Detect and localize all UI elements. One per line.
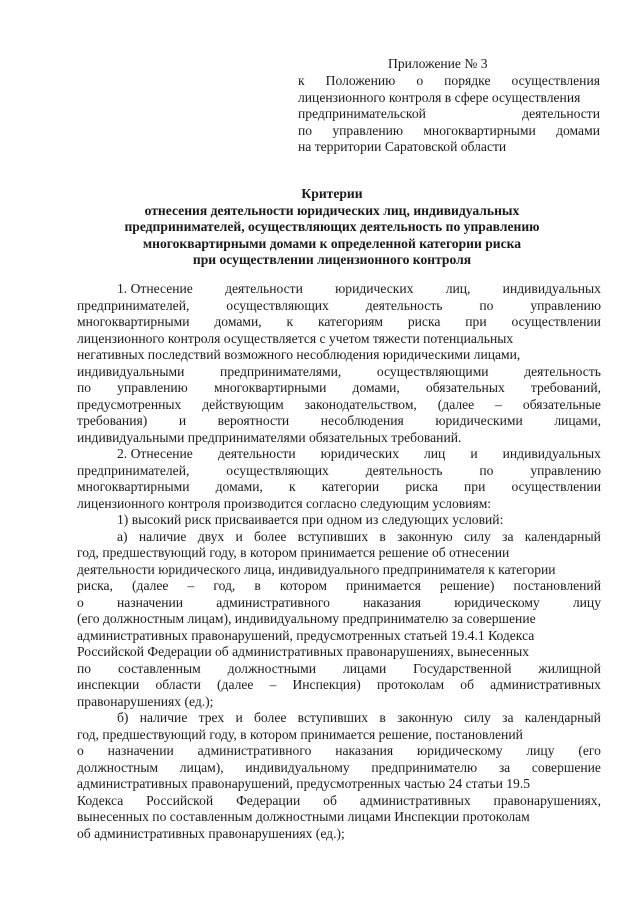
word: осуществляющих (226, 297, 329, 313)
word: правонарушениях (ед.); (77, 693, 214, 709)
word: административных правонарушений, предусмотренных статьей 19.4.1 Кодекса (77, 627, 535, 643)
word: юридических (335, 281, 414, 296)
word: юридических (320, 446, 399, 461)
appendix-line (298, 139, 600, 155)
word: предпринимательской (298, 106, 426, 122)
word: к (286, 314, 294, 329)
paragraph-line (77, 826, 601, 843)
word: юридическому (454, 594, 540, 610)
heading-lines (62, 203, 602, 269)
word: к (298, 73, 305, 89)
word: категории (321, 479, 380, 494)
document-heading (62, 186, 602, 269)
word: Кодекса (77, 792, 124, 808)
word: и (178, 413, 187, 428)
word: наличие (139, 710, 188, 725)
word: составленным (118, 660, 201, 676)
heading-line: при осуществлении лицензионного контроля (192, 252, 472, 268)
word: инспекции (77, 677, 140, 692)
word: о (416, 73, 424, 89)
word: постановлений (513, 578, 601, 593)
word: трех (198, 710, 225, 725)
word: на территории Саратовской области (298, 139, 507, 155)
word: решение) (439, 578, 495, 593)
paragraph-line (77, 512, 601, 529)
paragraph-line (77, 430, 601, 447)
word: по (298, 122, 313, 138)
word: области (155, 677, 201, 692)
word: и (470, 446, 478, 461)
word: индивидуальными (77, 363, 185, 379)
word: лицами (342, 660, 387, 676)
word: и (235, 528, 243, 544)
word: должностным (77, 759, 159, 775)
word: лицензионного контроля осуществляется с учетом тяжести потенциальных (77, 330, 514, 346)
word: негативных последствий возможного несоблюдения юридическими лицами, (77, 347, 521, 362)
word: Инспекция) (292, 677, 361, 692)
paragraph-line (77, 578, 601, 595)
word: по (479, 462, 494, 478)
word: наказания (363, 594, 422, 610)
word: наличие (138, 528, 187, 544)
word: индивидуальных (502, 281, 601, 296)
word: управлению (117, 380, 188, 395)
paragraph-line (77, 644, 601, 661)
word: административных (490, 677, 601, 692)
word: предпринимателю (371, 759, 478, 775)
word: юридическому (417, 743, 503, 758)
word: за (502, 710, 514, 725)
paragraph-line (77, 760, 601, 777)
word: многоквартирными (213, 380, 327, 395)
paragraph-line (77, 809, 601, 826)
paragraph-line (77, 595, 601, 612)
word: управлению (332, 122, 404, 138)
word: (его (578, 743, 601, 758)
word: об административных правонарушениях (ед.); (77, 825, 345, 841)
paragraph-line (77, 314, 601, 331)
word: о (77, 743, 84, 758)
word: многоквартирными (77, 479, 190, 494)
word: законодательством, (304, 396, 417, 412)
word: Государственной (413, 660, 512, 676)
word: в (379, 710, 386, 725)
paragraph-line (77, 743, 601, 760)
word: (далее (132, 578, 169, 593)
word: законную (397, 528, 453, 544)
paragraph-line (77, 496, 601, 513)
word: предпринимателей, (77, 462, 190, 478)
word: в (254, 578, 261, 593)
word: год, предшествующий году, в котором принимается решение, постановлений (77, 726, 523, 742)
paragraph-line (77, 694, 601, 711)
paragraph-line (77, 793, 601, 810)
word: деятельность (524, 363, 601, 379)
word: лицами, (554, 413, 601, 428)
word: за (498, 759, 511, 775)
word: силу (463, 710, 491, 725)
word: индивидуальному (245, 759, 350, 775)
word: за (502, 528, 514, 544)
word: котором (279, 578, 327, 593)
paragraph-line (77, 479, 601, 496)
word: 1) высокий риск присваивается при одном из следующих условий: (117, 512, 504, 527)
word: предпринимателей, (77, 297, 190, 313)
word: – (495, 396, 502, 412)
word: индивидуальными предпринимателями обязательных требований. (77, 429, 462, 445)
word: об (323, 792, 337, 808)
word: – (269, 677, 277, 692)
word: протоколам (376, 677, 445, 692)
word: наказания (335, 743, 394, 758)
word: – (187, 578, 195, 593)
paragraph-line (77, 661, 601, 678)
word: лиц, (445, 281, 471, 296)
word: (далее (437, 396, 475, 412)
word: лицу (526, 743, 555, 758)
word: а) (117, 528, 128, 544)
heading-line: отнесения деятельности юридических лиц, индивидуальных (144, 202, 520, 218)
word: Российской Федерации об административных правонарушениях, вынесенных (77, 644, 530, 659)
word: силу (463, 528, 491, 544)
word: принимается (345, 578, 421, 593)
word: осуществлении (511, 314, 601, 329)
paragraph-line (77, 776, 601, 793)
word: административного (216, 594, 330, 610)
word: риска, (77, 578, 113, 593)
word: действующим (202, 396, 284, 412)
paragraph-line (77, 364, 601, 381)
word: домами, (215, 479, 263, 494)
word: (далее (217, 677, 254, 692)
word: осуществлении (511, 479, 601, 494)
paragraph (77, 512, 601, 529)
word: совершение (531, 759, 601, 775)
word: в (379, 528, 386, 544)
word: риска (407, 314, 441, 329)
word: многоквартирными (423, 122, 536, 138)
word: лицензионного контроля в сфере осуществления (298, 89, 581, 105)
heading-line: предпринимателей, осуществляющих деятельность по управлению (124, 219, 540, 235)
paragraph-line (77, 347, 601, 364)
appendix-block (298, 56, 600, 155)
word: вступивших (297, 710, 369, 725)
paragraph-line (77, 397, 601, 414)
word: к (289, 479, 296, 494)
word: деятельности (522, 106, 600, 122)
word: лицам), (179, 759, 224, 775)
word: 1. Отнесение (117, 281, 193, 296)
word: по (77, 380, 92, 395)
word: календарный (524, 710, 601, 725)
word: Российской (146, 792, 214, 808)
appendix-line (298, 123, 600, 139)
word: домами, (352, 380, 400, 395)
appendix-line (298, 90, 600, 106)
paragraph-line (77, 463, 601, 480)
word: домами (556, 122, 600, 138)
word: должностными (227, 660, 317, 676)
word: 2. Отнесение (117, 446, 193, 461)
word: об (460, 677, 474, 692)
word: категориям (317, 314, 383, 329)
heading-line: многоквартирными домами к определенной категории риска (142, 235, 522, 251)
paragraph (77, 529, 601, 711)
word: и (235, 710, 243, 725)
word: юридическими (435, 413, 523, 428)
word: двух (197, 528, 225, 544)
word: административных правонарушений, предусмотренных частью 24 статьи 19.5 (77, 776, 531, 791)
word: вероятности (217, 413, 290, 428)
word: год, предшествующий году, в котором принимается решение об отнесении (77, 545, 510, 560)
word: осуществляющими (376, 363, 489, 379)
paragraph (77, 446, 601, 512)
word: по (77, 660, 92, 676)
paragraph-line (77, 727, 601, 744)
word: риска (405, 479, 438, 494)
word: б) (117, 710, 129, 725)
word: более (254, 710, 287, 725)
word: многоквартирными (77, 314, 190, 329)
paragraph-line (77, 529, 601, 546)
word: Федерации (236, 792, 301, 808)
paragraph (77, 710, 601, 842)
word: деятельность (365, 462, 443, 478)
word: индивидуальных (502, 446, 601, 461)
appendix-lines (298, 73, 600, 155)
word: при (464, 479, 486, 494)
word: обязательных (425, 380, 505, 395)
word: осуществления (511, 73, 600, 89)
word: при (465, 314, 487, 329)
word: требований, (530, 380, 601, 395)
word: более (254, 528, 287, 544)
word: жилищной (538, 660, 601, 676)
word: назначении (116, 594, 184, 610)
paragraph-line (77, 628, 601, 645)
word: лиц (424, 446, 446, 461)
paragraph-line (77, 281, 601, 298)
paragraph-line (77, 298, 601, 315)
document-body (77, 281, 601, 842)
word: осуществляющих (226, 462, 329, 478)
appendix-title: Приложение № 3 (388, 56, 488, 71)
word: домами, (214, 314, 262, 329)
word: управлению (530, 297, 601, 313)
word: деятельности (217, 446, 296, 461)
word: вступивших (297, 528, 369, 544)
word: административных (359, 792, 471, 808)
word: деятельности (225, 281, 303, 296)
word: назначении (107, 743, 174, 758)
word: обязательные (522, 396, 601, 412)
paragraph-line (77, 446, 601, 463)
word: управлению (530, 462, 601, 478)
word: законную (397, 710, 453, 725)
word: по (479, 297, 494, 313)
word: правонарушениях, (493, 792, 601, 808)
word: год, (213, 578, 236, 593)
word: календарный (524, 528, 601, 544)
word: порядке (444, 73, 491, 89)
word: лицензионного контроля производится согласно следующим условиям: (77, 495, 492, 511)
word: Положению (325, 73, 396, 89)
paragraph-line (77, 413, 601, 430)
word: деятельности юридического лица, индивидуального предпринимателя к категории (77, 561, 556, 577)
paragraph-line (77, 545, 601, 562)
paragraph-line (77, 380, 601, 397)
word: (его должностным лицам), индивидуальному предпринимателю за совершение (77, 611, 536, 626)
paragraph-line (77, 562, 601, 579)
word: предпринимателями, (220, 363, 342, 379)
word: требования) (77, 413, 148, 428)
paragraph-line (77, 331, 601, 348)
word: лицу (572, 594, 601, 610)
heading-title: Критерии (301, 186, 363, 201)
paragraph-line (77, 710, 601, 727)
appendix-line (298, 73, 600, 89)
paragraph-line (77, 677, 601, 694)
word: вынесенных по составленным должностными лицами Инспекции протоколам (77, 809, 530, 824)
appendix-line (298, 106, 600, 122)
paragraph-line (77, 611, 601, 628)
word: несоблюдения (320, 413, 404, 428)
word: административного (197, 743, 312, 758)
paragraph (77, 281, 601, 446)
word: о (77, 594, 84, 610)
word: предусмотренных (77, 396, 182, 412)
word: деятельность (365, 297, 443, 313)
